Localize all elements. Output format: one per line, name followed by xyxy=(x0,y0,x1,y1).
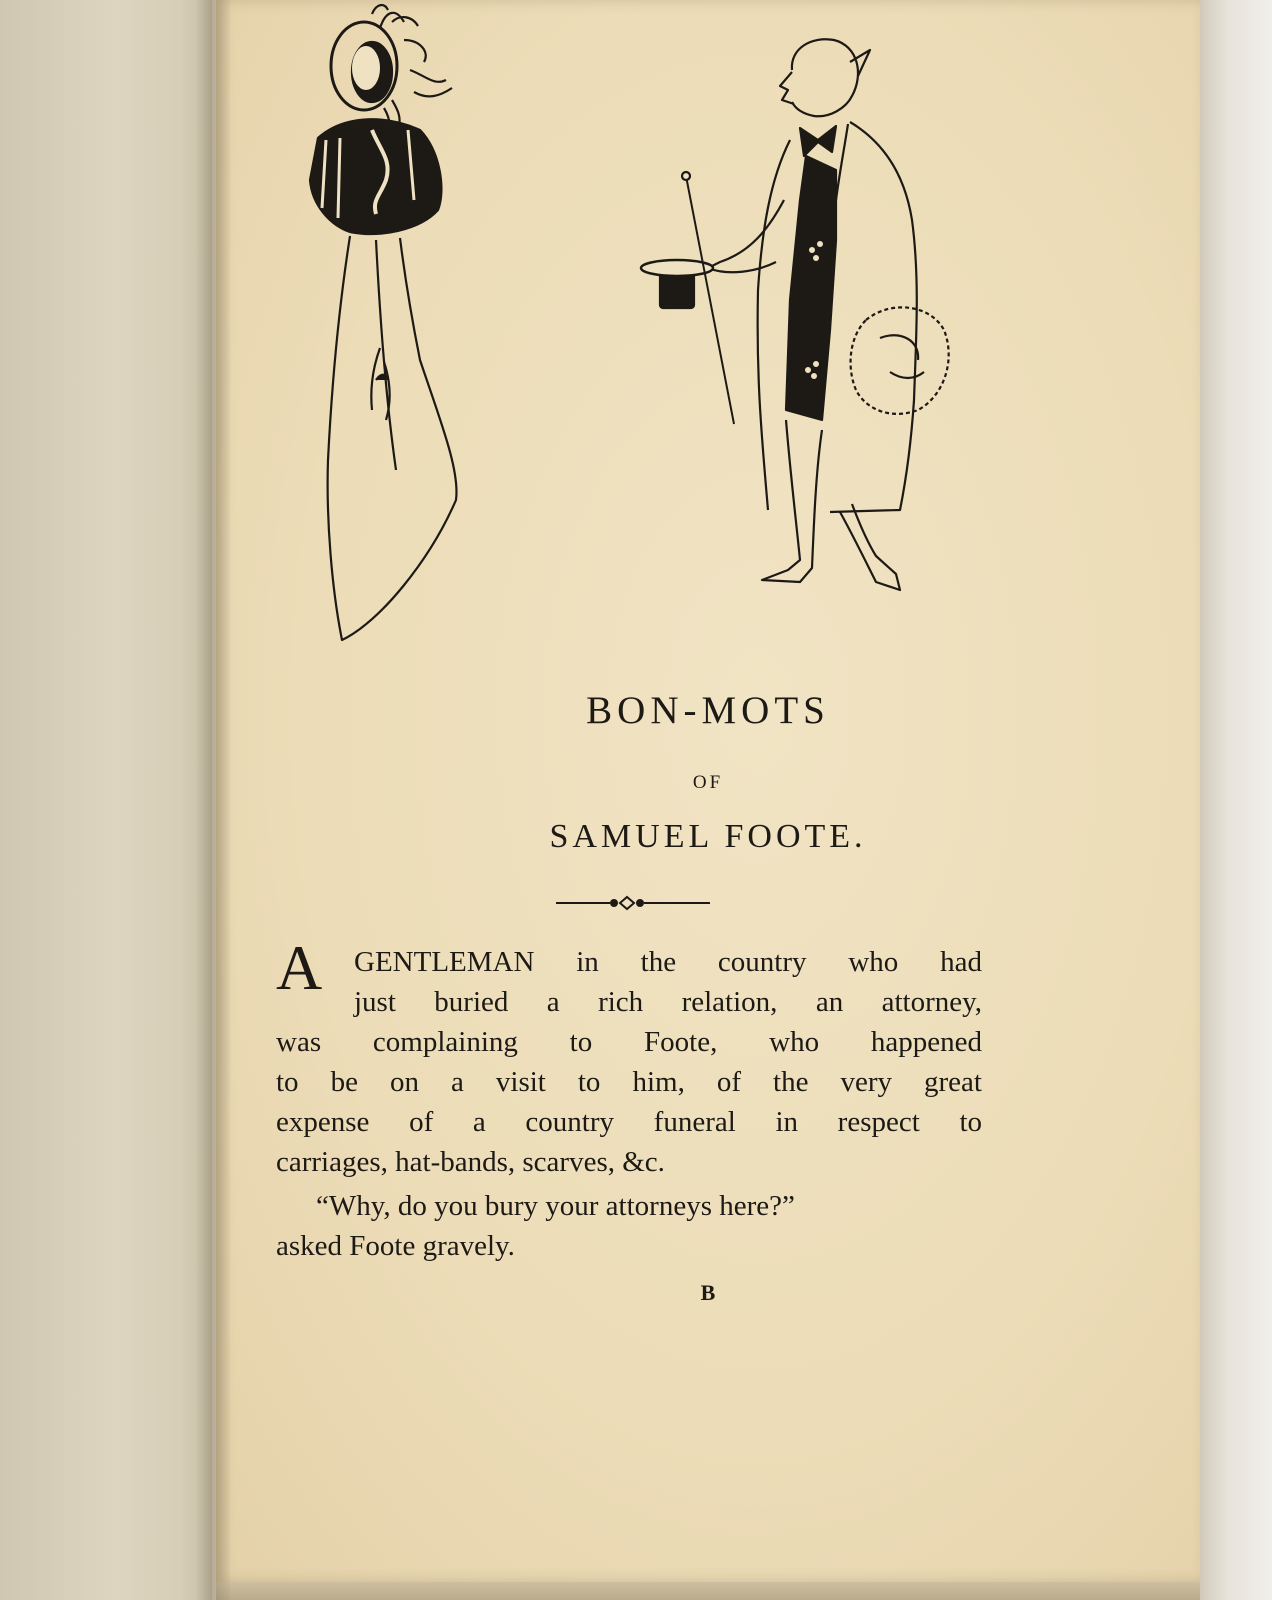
anecdote-line: carriages, hat-bands, scarves, &c. xyxy=(276,1146,665,1178)
drop-cap: A xyxy=(276,932,323,1003)
anecdote-line: just buried a rich relation, an attorney, xyxy=(354,986,982,1018)
ornamental-divider xyxy=(556,897,710,909)
gentleman-figure-illustration xyxy=(641,39,949,590)
author-name: SAMUEL FOOTE. xyxy=(549,818,867,855)
anecdote-line: GENTLEMAN in the country who had xyxy=(354,946,982,978)
anecdote-line: expense of a country funeral in respect to xyxy=(276,1106,982,1138)
anecdote-line: to be on a visit to him, of the very great xyxy=(276,1066,982,1098)
anecdote-line: asked Foote gravely. xyxy=(276,1230,515,1262)
lady-figure-illustration xyxy=(310,5,457,640)
title-connector: OF xyxy=(692,772,724,793)
section-title: BON-MOTS xyxy=(586,689,830,732)
anecdote-line: “Why, do you bury your attorneys here?” xyxy=(316,1190,795,1222)
anecdote-line: was complaining to Foote, who happened xyxy=(276,1026,982,1058)
signature-mark: B xyxy=(700,1280,716,1305)
